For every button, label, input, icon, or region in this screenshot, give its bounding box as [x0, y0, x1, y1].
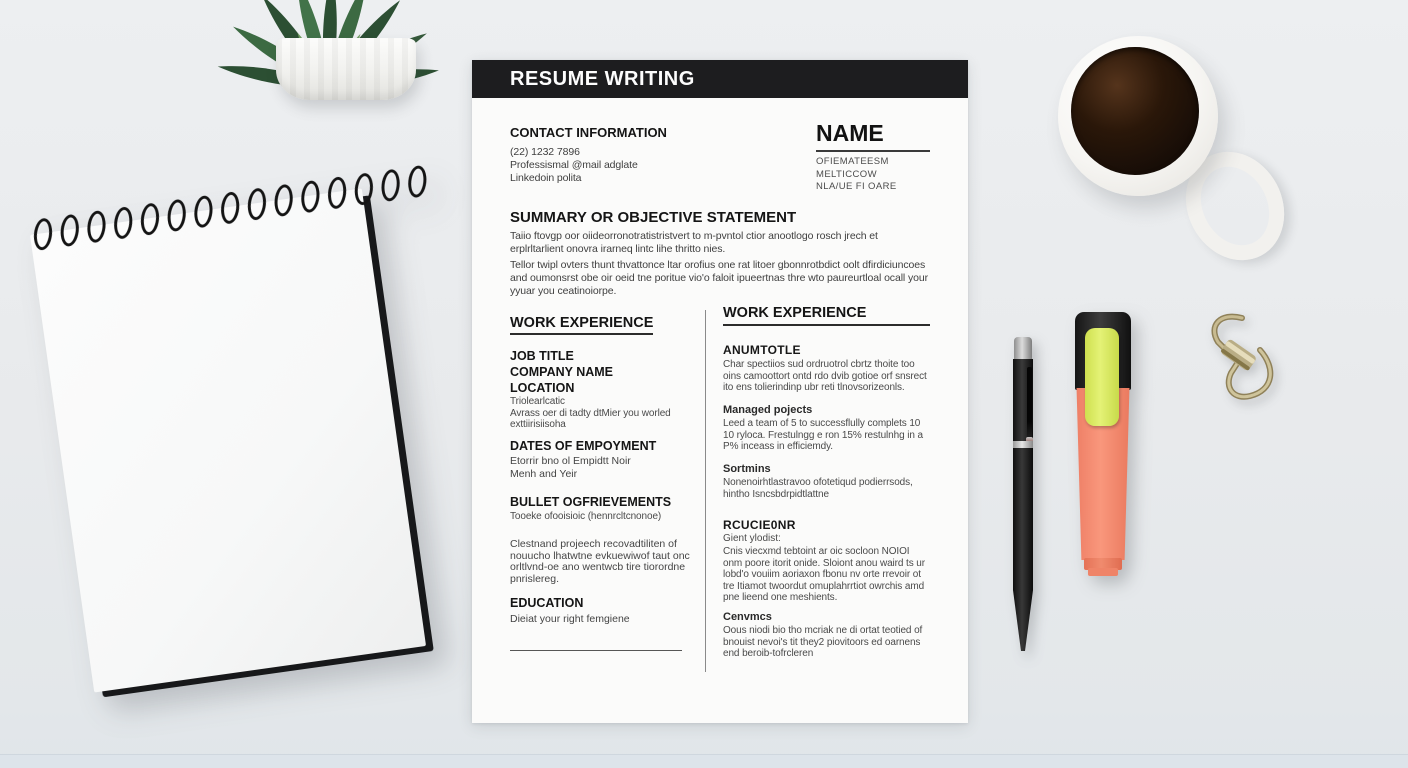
- entry-body: Oous niodi bio tho mcriak ne di ortat teotied of bnouist nevoi's tit they2 piovitoors ed oarnens end beroib-tofrcleren: [723, 625, 923, 659]
- name-line: OFIEMATEESM: [816, 156, 889, 167]
- right-entry-2: [723, 404, 931, 453]
- right-work-experience-heading: WORK EXPERIENCE: [723, 305, 930, 326]
- resume-header-bar: [472, 60, 968, 98]
- resume-title: RESUME WRITING: [510, 67, 695, 90]
- entry-title: RCUCIE0NR: [723, 518, 796, 532]
- dates-line: Menh and Yeir: [510, 468, 578, 480]
- right-entry-3: [723, 463, 931, 500]
- desk-edge: [0, 754, 1408, 768]
- education-heading: EDUCATION: [510, 596, 584, 610]
- location-label: LOCATION: [510, 381, 575, 395]
- right-entry-4: [723, 518, 931, 604]
- bullets-subline: Tooeke ofooisioic (hennrcltcnonoe): [510, 511, 662, 522]
- summary-heading: SUMMARY OR OBJECTIVE STATEMENT: [510, 209, 797, 226]
- coffee-surface: [1071, 47, 1199, 175]
- pen-ring: [1013, 441, 1033, 448]
- dates-heading: DATES OF EMPOYMENT: [510, 439, 657, 453]
- job-title-label: JOB TITLE: [510, 349, 574, 363]
- contact-phone: (22) 1232 7896: [510, 146, 580, 158]
- pen-clip: [1027, 367, 1032, 445]
- entry-body: Nonenoirhtlastravoo ofotetiqud podierrsods, hintho Isncsbdrpidtlattne: [723, 477, 913, 500]
- highlighter: [1075, 312, 1131, 566]
- location-subline: Avrass oer di tadty dtMier you worled exttiirisiisoha: [510, 407, 671, 430]
- name-lines: [816, 156, 930, 194]
- location-sublines: [510, 396, 688, 431]
- dates-lines: [510, 455, 688, 481]
- summary-paragraph-2: Tellor twipl ovters thunt thvattonce ltar orofius one rat litoer gbonnrotbdict oolt dfirdiciuncoes and oumonsrst obe oir oeid tne poritue vio'o faloit ipueertnas thre wto paureurtloal ocall your yyuar you ceatinoiorpe.: [510, 259, 929, 297]
- spiral-notebook: [30, 188, 426, 692]
- location-subline: Triolearlcatic: [510, 396, 565, 407]
- potted-plant: [212, 0, 444, 120]
- entry-title: Cenvmcs: [723, 611, 772, 623]
- contact-email: Professismal @mail adglate: [510, 159, 638, 171]
- resume-document: [472, 60, 968, 723]
- bullets-heading: BULLET OGFRIEVEMENTS: [510, 495, 672, 509]
- right-entry-1: [723, 343, 931, 394]
- entry-title: Managed pojects: [723, 404, 813, 416]
- name-heading: NAME: [816, 120, 930, 152]
- contact-lines: [510, 146, 638, 185]
- right-entry-5: [723, 611, 931, 660]
- plant-pot: [276, 38, 416, 100]
- entry-title: Sortmins: [723, 463, 771, 475]
- job-title-block: [510, 348, 613, 396]
- notebook-blank-page: [30, 188, 426, 692]
- left-horizontal-rule: [510, 650, 682, 651]
- company-name-label: COMPANY NAME: [510, 365, 614, 379]
- dates-line: Etorrir bno ol Empidtt Noir: [510, 455, 631, 467]
- name-block: [816, 120, 930, 194]
- pen: [1013, 337, 1033, 651]
- entry-title: ANUMTOTLE: [723, 343, 801, 357]
- contact-heading: CONTACT INFORMATION: [510, 125, 667, 140]
- name-line: MELTICCOW: [816, 168, 877, 180]
- highlighter-end-cap: [1088, 568, 1118, 576]
- highlighter-clip: [1085, 328, 1119, 426]
- binder-clip-wire: [1184, 310, 1276, 410]
- coffee-mug: [1058, 36, 1218, 196]
- entry-body: Char spectiios sud ordruotrol cbrtz thoite too oins camoottort ontd rdo dvib gotioe orf snsrect ito ens tolierindinp ubr reti tlnovsorizeonls.: [723, 359, 927, 393]
- education-line: Dieiat your right femgiene: [510, 613, 630, 625]
- binder-clip: [1184, 310, 1276, 410]
- left-paragraph: Clestnand projeech recovadtiliten of nouucho lhatwtne evkuewiwof taut onc orltlvnd-oe ano wentwcb tire tiorordne pnrislereg.: [510, 538, 690, 585]
- pen-lower-barrel: [1013, 448, 1033, 651]
- summary-paragraph-1: Taiio ftovgp oor oiideorronotratistristvert to m-pvntol ctior anootlogo rosch jrech et erplrltarlient onovra irarneq lintc lihe thritto nies.: [510, 230, 878, 255]
- left-work-experience-heading: WORK EXPERIENCE: [510, 315, 653, 335]
- entry-body: Leed a team of 5 to successflully complets 10 10 ryloca. Frestulngg e ron 15% restulnhg in a P% inceass in efficiemdy.: [723, 418, 923, 452]
- column-divider: [705, 310, 706, 672]
- contact-linkedin: Linkedoin polita: [510, 172, 582, 184]
- entry-body: Cnis viecxmd tebtoint ar oic socloon NOIOI onm poore itorit onide. Sloiont anou waird ts ur lobd'o vouiim aoriaxon fbonu nv orte rrevoir ot tre Itiamot twoordut omuplahrrtiot owrchis amd pne lieend one meshients.: [723, 546, 925, 603]
- name-line: NLA/UE FI OARE: [816, 181, 897, 192]
- entry-subtitle: Gient ylodist:: [723, 533, 781, 544]
